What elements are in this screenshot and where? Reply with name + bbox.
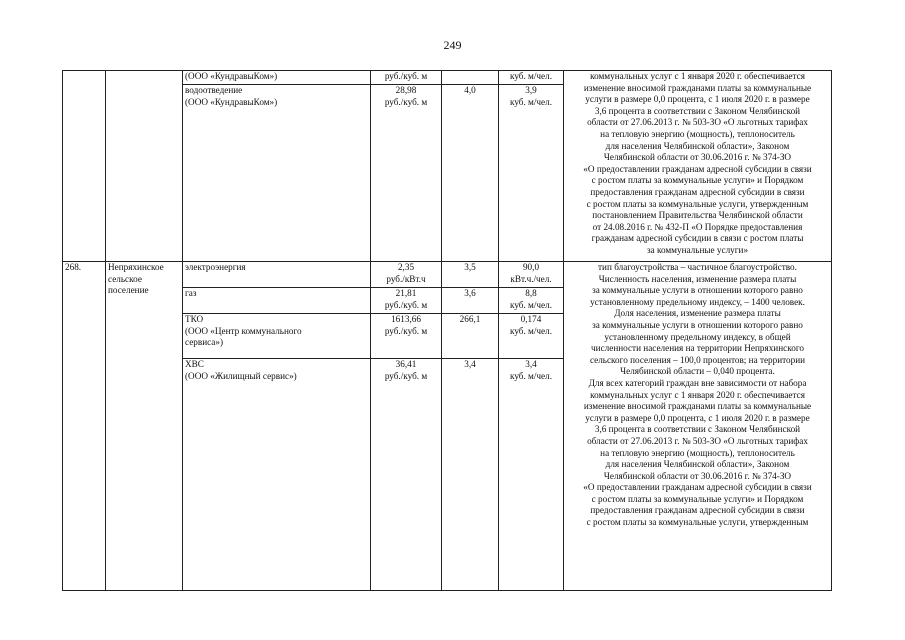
tariff-line: 2,35 <box>397 262 415 272</box>
settlement-name-line: Непряхинское <box>108 262 164 272</box>
volume-line: 8,8 <box>525 288 537 298</box>
note-line: на тепловую энергию (мощность), теплоноситель <box>600 128 795 139</box>
service-name <box>183 288 371 314</box>
volume-line: 90,0 <box>522 262 540 272</box>
note-line: численности населения на территории Непряхинского <box>591 343 804 354</box>
note-line: 3,6 процента в соответствии с Законом Челябинской <box>594 424 801 435</box>
tariff-line: 36,41 <box>395 359 417 369</box>
volume-line: куб. м/чел. <box>509 299 553 310</box>
settlement-name-line: сельское поселение <box>108 273 149 296</box>
note-line: установленному предельному индексу, в общей <box>604 331 791 342</box>
table-body <box>63 71 832 591</box>
tariff-line: руб./куб. м <box>384 325 428 336</box>
note-line: предоставления гражданам адресной субсидии в связи <box>590 505 805 516</box>
note-line: изменение вносимой гражданами платы за коммунальные <box>583 82 812 93</box>
service-name <box>183 71 371 85</box>
volume-line: кВт.ч./чел. <box>510 273 552 284</box>
volume-cell <box>499 288 564 314</box>
volume-line: куб. м/чел. <box>509 96 553 107</box>
note-line: Доля населения, изменение размера платы <box>614 308 781 319</box>
note-line: за коммунальные услуги в отношении которого равно <box>592 285 803 296</box>
note-line: Челябинской области от 30.06.2016 г. № 374-ЗО <box>603 152 792 163</box>
index-cell: 266,1 <box>442 314 499 359</box>
page-number: 249 <box>443 38 462 52</box>
index-cell: 4,0 <box>442 85 499 262</box>
service-name-line: ХВС <box>185 359 204 369</box>
tariff-line: руб./куб. м <box>384 96 428 107</box>
tariff-line: руб./кВт.ч <box>386 273 426 284</box>
note-line: предоставления гражданам адресной субсидии в связи <box>590 186 805 197</box>
service-name-line: ТКО <box>185 314 204 324</box>
settlement-name <box>106 71 183 262</box>
note-cell <box>564 262 832 591</box>
service-name-line: (ООО «КундравыКом») <box>185 71 278 81</box>
tariff-line: 1613,66 <box>391 314 421 324</box>
table-row <box>63 262 832 288</box>
service-name-line: электроэнергия <box>185 262 246 272</box>
index-cell: 3,4 <box>442 359 499 591</box>
note-line: услуги в размере 0,0 процента, с 1 июля 2020 г. в размере <box>585 94 810 105</box>
tariff-cell <box>371 262 442 288</box>
note-line: Численность населения, изменение размера платы <box>598 273 797 284</box>
note-line: за коммунальные услуги в отношении которого равно <box>592 319 803 330</box>
tariff-cell <box>371 71 442 85</box>
volume-cell <box>499 359 564 591</box>
note-line: с ростом платы за коммунальные услуги, утвержденным <box>586 517 809 528</box>
volume-cell <box>499 85 564 262</box>
service-name <box>183 262 371 288</box>
index-cell: 3,6 <box>442 288 499 314</box>
volume-line: куб. м/чел. <box>509 325 553 336</box>
service-name-line: (ООО «Центр коммунального <box>185 325 302 336</box>
note-line: гражданам адресной субсидии в связи с ростом платы <box>591 233 804 244</box>
service-name-line: сервиса») <box>185 337 224 348</box>
service-name-line: водоотведение <box>185 85 243 95</box>
tariff-line: 21,81 <box>395 288 417 298</box>
tariff-table <box>62 70 832 591</box>
note-line: «О предоставлении гражданам адресной субсидии в связи <box>583 163 812 174</box>
note-line: с ростом платы за коммунальные услуги» и Порядком <box>591 493 804 504</box>
note-line: с ростом платы за коммунальные услуги» и Порядком <box>591 175 804 186</box>
service-name <box>183 359 371 591</box>
note-line: Челябинской области – 0,040 процента. <box>620 366 775 377</box>
tariff-cell <box>371 85 442 262</box>
row-number <box>63 71 106 262</box>
settlement-name <box>106 262 183 591</box>
note-cell <box>564 71 832 262</box>
note-line: Для всех категорий граждан вне зависимости от набора <box>588 377 807 388</box>
note-line: за коммунальные услуги» <box>646 244 749 255</box>
volume-cell <box>499 262 564 288</box>
note-line: от 24.08.2016 г. № 432-П «О Порядке предоставления <box>592 221 803 232</box>
volume-line: куб. м/чел. <box>509 370 553 381</box>
note-line: тип благоустройства – частичное благоустройство. <box>598 262 797 272</box>
note-line: области от 27.06.2013 г. № 503-ЗО «О льготных тарифах <box>587 117 808 128</box>
tariff-line: руб./куб. м <box>384 370 428 381</box>
index-cell: 3,5 <box>442 262 499 288</box>
note-line: коммунальных услуг с 1 января 2020 г. обеспечивается <box>590 389 805 400</box>
note-line: коммунальных услуг с 1 января 2020 г. обеспечивается <box>590 71 805 81</box>
tariff-line: руб./куб. м <box>384 71 428 81</box>
service-name-line: газ <box>185 288 197 298</box>
tariff-cell <box>371 359 442 591</box>
note-line: установленному предельному индексу, – 1400 человек. <box>590 296 805 307</box>
note-line: Челябинской области от 30.06.2016 г. № 374-ЗО <box>603 470 792 481</box>
note-line: для населения Челябинской области», Законом <box>605 459 790 470</box>
tariff-line: 28,98 <box>395 85 417 95</box>
service-name <box>183 314 371 359</box>
volume-line: 3,9 <box>525 85 537 95</box>
note-line: «О предоставлении гражданам адресной субсидии в связи <box>583 482 812 493</box>
service-name-line: (ООО «Жилищный сервис») <box>185 370 297 381</box>
note-line: на тепловую энергию (мощность), теплоноситель <box>600 447 795 458</box>
note-line: сельского поселения – 100,0 процентов; на территории <box>589 354 806 365</box>
note-line: с ростом платы за коммунальные услуги, утвержденным <box>586 198 809 209</box>
tariff-cell <box>371 288 442 314</box>
tariff-cell <box>371 314 442 359</box>
volume-cell <box>499 314 564 359</box>
index-cell <box>442 71 499 85</box>
volume-line: куб. м/чел. <box>509 71 553 81</box>
volume-cell <box>499 71 564 85</box>
note-line: услуги в размере 0,0 процента, с 1 июля 2020 г. в размере <box>585 412 810 423</box>
volume-line: 3,4 <box>525 359 537 369</box>
service-name <box>183 85 371 262</box>
note-line: изменение вносимой гражданами платы за коммунальные <box>583 401 812 412</box>
volume-line: 0,174 <box>520 314 542 324</box>
table-row <box>63 71 832 85</box>
service-name-line: (ООО «КундравыКом») <box>185 96 278 107</box>
note-line: постановлением Правительства Челябинской области <box>592 210 803 221</box>
tariff-line: руб./куб. м <box>384 299 428 310</box>
note-line: для населения Челябинской области», Законом <box>605 140 790 151</box>
row-number: 268. <box>63 262 106 591</box>
note-line: области от 27.06.2013 г. № 503-ЗО «О льготных тарифах <box>587 435 808 446</box>
note-line: 3,6 процента в соответствии с Законом Челябинской <box>594 105 801 116</box>
